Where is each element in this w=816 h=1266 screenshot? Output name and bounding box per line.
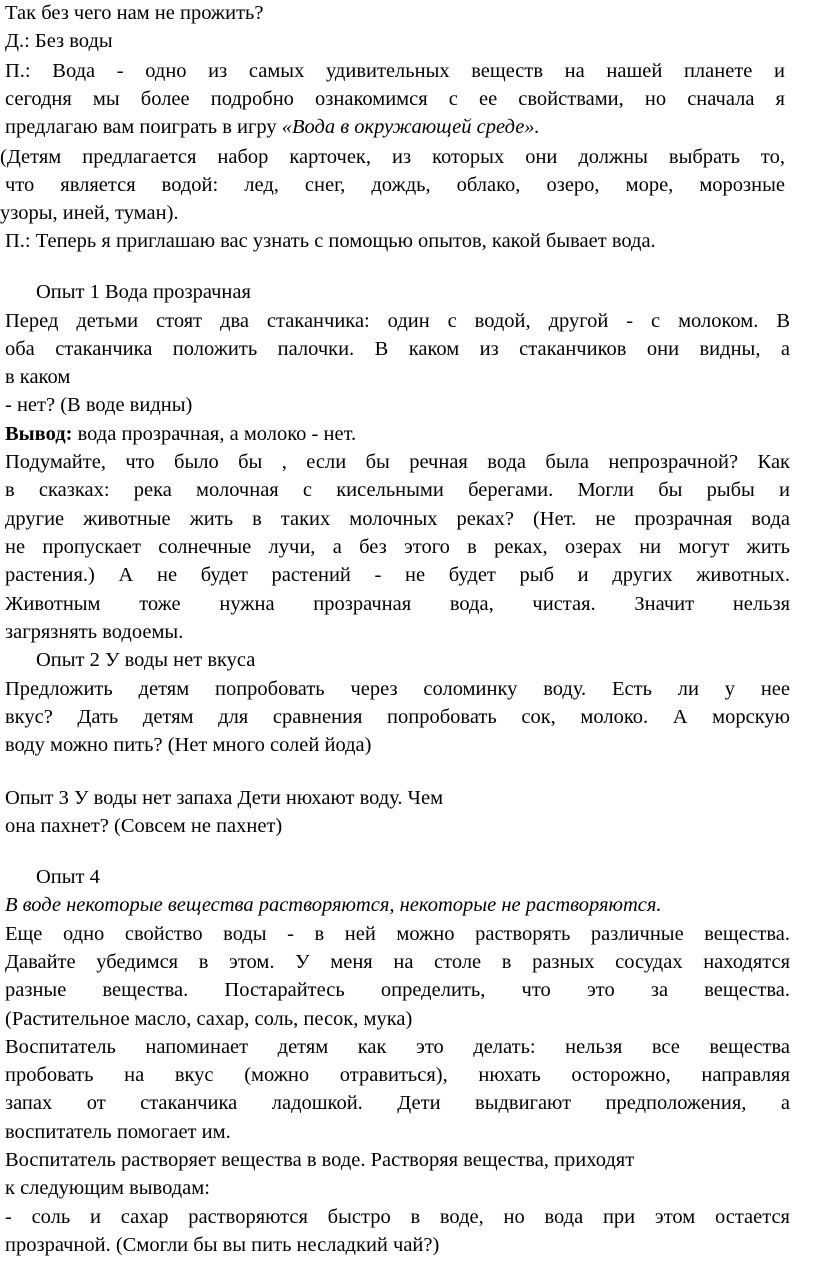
text-line: Перед детьми стоят два стаканчика: один с водой, другой - с молоком. В bbox=[5, 310, 790, 332]
text-line: вкус? Дать детям для сравнения попробовать сок, молоко. А морскую bbox=[5, 706, 790, 728]
text-line: Так без чего нам не прожить? bbox=[5, 2, 264, 24]
text-line: Воспитатель растворяет вещества в воде. Растворяя вещества, приходят bbox=[5, 1149, 635, 1171]
experiment-heading: Опыт 3 У воды нет запаха Дети нюхают воду. Чем bbox=[5, 787, 444, 809]
text-line: Предложить детям попробовать через соломинку воду. Есть ли у нее bbox=[5, 678, 790, 700]
text-segment: предлагаю вам поиграть в игру bbox=[5, 116, 282, 138]
text-line: Давайте убедимся в этом. У меня на столе в разных сосудах находятся bbox=[5, 951, 790, 973]
text-line: что является водой: лед, снег, дождь, облако, озеро, море, морозные bbox=[5, 174, 785, 196]
text-line: прозрачной. (Смогли бы вы пить несладкий чай?) bbox=[5, 1234, 440, 1256]
text-line: растения.) А не будет растений - не будет рыб и других животных. bbox=[5, 564, 790, 586]
text-line: П.: Теперь я приглашаю вас узнать с помощью опытов, какой бывает вода. bbox=[5, 230, 656, 252]
experiment-heading: Опыт 4 bbox=[36, 866, 100, 888]
text-line: П.: Вода - одно из самых удивительных веществ на нашей планете и bbox=[5, 60, 785, 82]
text-line: загрязнять водоемы. bbox=[5, 621, 184, 643]
text-segment: вода прозрачная, а молоко - нет. bbox=[72, 423, 357, 445]
text-line: воду можно пить? (Нет много солей йода) bbox=[5, 734, 372, 756]
text-line: - нет? (В воде видны) bbox=[5, 394, 193, 416]
text-line: Воспитатель напоминает детям как это делать: нельзя все вещества bbox=[5, 1036, 790, 1058]
text-line: Еще одно свойство воды - в ней можно растворять различные вещества. bbox=[5, 923, 790, 945]
text-line: узоры, иней, туман). bbox=[0, 202, 179, 224]
text-line: Животным тоже нужна прозрачная вода, чистая. Значит нельзя bbox=[5, 593, 790, 615]
text-line: к следующим выводам: bbox=[5, 1177, 210, 1199]
text-line: в каком bbox=[5, 366, 71, 388]
experiment-heading: Опыт 2 У воды нет вкуса bbox=[36, 649, 256, 671]
text-line: запах от стаканчика ладошкой. Дети выдвигают предположения, а bbox=[5, 1092, 790, 1114]
text-line: оба стаканчика положить палочки. В каком из стаканчиков они видны, а bbox=[5, 338, 790, 360]
text-line: разные вещества. Постарайтесь определить, что это за вещества. bbox=[5, 979, 790, 1001]
text-line bbox=[5, 421, 356, 448]
text-line: Подумайте, что было бы , если бы речная вода была непрозрачной? Как bbox=[5, 451, 790, 473]
text-line: (Растительное масло, сахар, соль, песок, мука) bbox=[5, 1008, 413, 1030]
text-line: - соль и сахар растворяются быстро в воде, но вода при этом остается bbox=[5, 1206, 790, 1228]
text-line: она пахнет? (Совсем не пахнет) bbox=[5, 815, 283, 837]
text-line: не пропускает солнечные лучи, а без этого в реках, озерах ни могут жить bbox=[5, 536, 790, 558]
text-line: (Детям предлагается набор карточек, из которых они должны выбрать то, bbox=[0, 146, 785, 168]
text-line: сегодня мы более подробно ознакомимся с ее свойствами, но сначала я bbox=[5, 88, 785, 110]
text-line: Д.: Без воды bbox=[5, 30, 113, 52]
text-line: в сказках: река молочная с кисельными берегами. Могли бы рыбы и bbox=[5, 479, 790, 501]
game-title: «Вода в окружающей среде». bbox=[281, 116, 540, 138]
text-line: В воде некоторые вещества растворяются, некоторые не растворяются. bbox=[5, 894, 662, 916]
text-line: другие животные жить в таких молочных реках? (Нет. не прозрачная вода bbox=[5, 508, 790, 530]
experiment-heading: Опыт 1 Вода прозрачная bbox=[36, 281, 251, 303]
text-line: пробовать на вкус (можно отравиться), нюхать осторожно, направляя bbox=[5, 1064, 790, 1086]
conclusion-label: Вывод: bbox=[5, 423, 73, 445]
text-line bbox=[5, 114, 540, 141]
text-line: воспитатель помогает им. bbox=[5, 1121, 231, 1143]
